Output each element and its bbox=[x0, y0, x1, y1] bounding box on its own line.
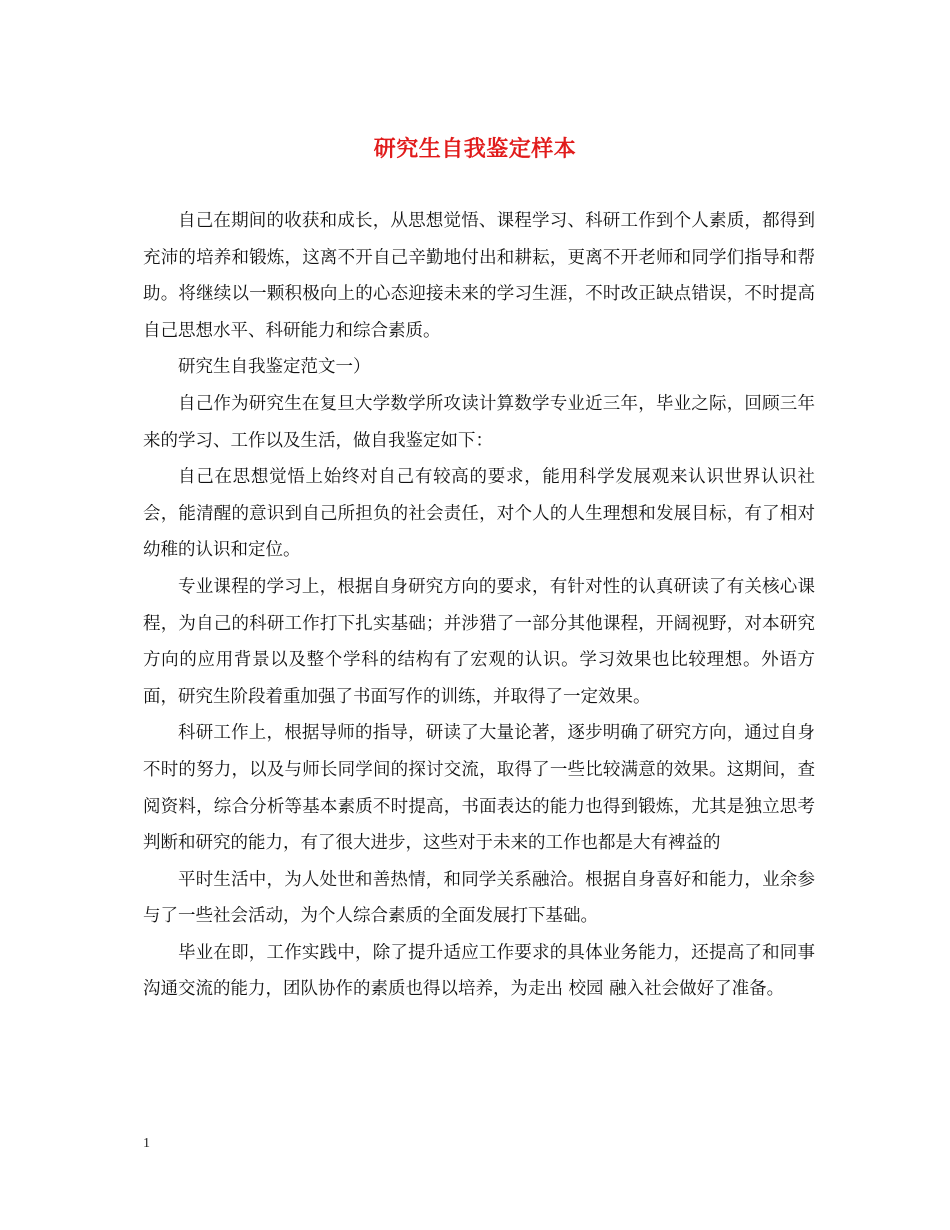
paragraph-intro: 自己在期间的收获和成长，从思想觉悟、课程学习、科研工作到个人素质，都得到充沛的培养和锻炼，这离不开自己辛勤地付出和耕耘，更离不开老师和同学们指导和帮助。将继续以一颗积极向上的心态迎接未来的学习生涯，不时改正缺点错误，不时提高自己思想水平、科研能力和综合素质。 bbox=[143, 211, 815, 341]
document-body bbox=[143, 203, 815, 1008]
paragraph-thought: 自己在思想觉悟上始终对自己有较高的要求，能用科学发展观来认识世界认识社会，能清醒的意识到自己所担负的社会责任，对个人的人生理想和发展目标，有了相对幼稚的认识和定位。 bbox=[143, 467, 815, 561]
document-title: 研究生自我鉴定样本 bbox=[373, 136, 577, 162]
paragraph-life: 平时生活中，为人处世和善热情，和同学关系融洽。根据自身喜好和能力，业余参与了一些社会活动，为个人综合素质的全面发展打下基础。 bbox=[143, 869, 815, 927]
paragraph-sample-heading: 研究生自我鉴定范文一） bbox=[178, 357, 371, 378]
paragraph-graduation: 毕业在即，工作实践中，除了提升适应工作要求的具体业务能力，还提高了和同事沟通交流的能力，团队协作的素质也得以培养，为走出 校园 融入社会做好了准备。 bbox=[143, 942, 815, 1000]
paragraph-background: 自己作为研究生在复旦大学数学所攻读计算数学专业近三年，毕业之际，回顾三年来的学习、工作以及生活，做自我鉴定如下： bbox=[143, 393, 815, 451]
page-number: 1 bbox=[143, 1136, 150, 1151]
paragraph-research: 科研工作上，根据导师的指导，研读了大量论著，逐步明确了研究方向，通过自身不时的努力，以及与师长同学间的探讨交流，取得了一些比较满意的效果。这期间，查阅资料，综合分析等基本素质不时提高，书面表达的能力也得到锻炼，尤其是独立思考判断和研究的能力，有了很大进步，这些对于未来的工作也都是大有裨益的 bbox=[143, 723, 815, 854]
paragraph-courses: 专业课程的学习上，根据自身研究方向的要求，有针对性的认真研读了有关核心课程，为自己的科研工作打下扎实基础；并涉猎了一部分其他课程，开阔视野，对本研究方向的应用背景以及整个学科的结构有了宏观的认识。学习效果也比较理想。外语方面，研究生阶段着重加强了书面写作的训练，并取得了一定效果。 bbox=[143, 576, 815, 707]
